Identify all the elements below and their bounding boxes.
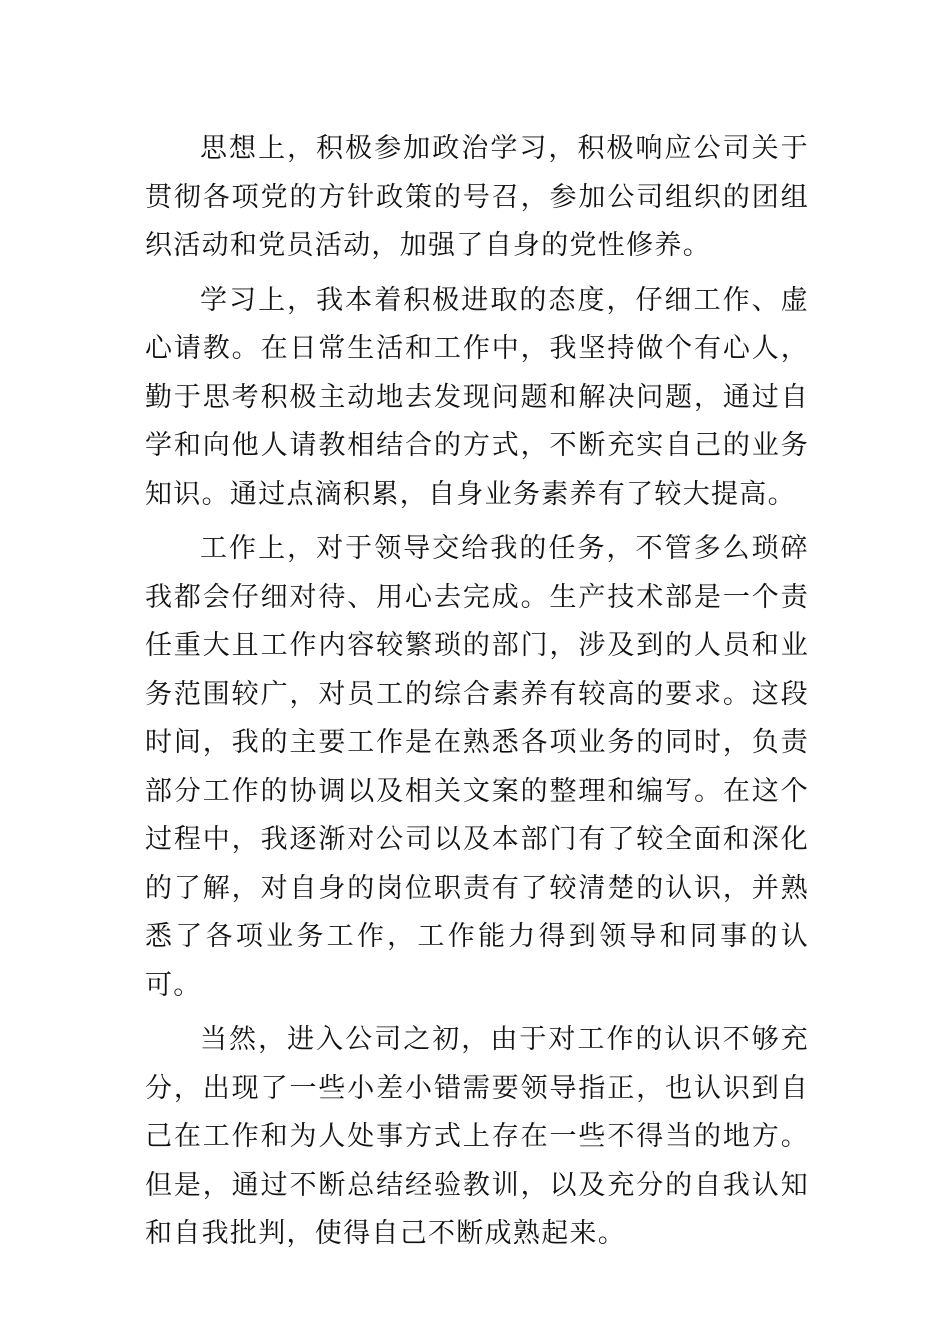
- document-body: [145, 125, 809, 1265]
- paragraph-study: 学习上，我本着积极进取的态度，仔细工作、虚心请教。在日常生活和工作中，我坚持做个有心人，勤于思考积极主动地去发现问题和解决问题，通过自学和向他人请教相结合的方式，不断充实自己的业务知识。通过点滴积累，自身业务素养有了较大提高。: [145, 284, 809, 510]
- paragraph-ideology: 思想上，积极参加政治学习，积极响应公司关于贯彻各项党的方针政策的号召，参加公司组织的团组织活动和党员活动，加强了自身的党性修养。: [145, 133, 809, 261]
- paragraph-reflection: 当然，进入公司之初，由于对工作的认识不够充分，出现了一些小差小错需要领导指正，也认识到自己在工作和为人处事方式上存在一些不得当的地方。但是，通过不断总结经验教训，以及充分的自我认知和自我批判，使得自己不断成熟起来。: [145, 1024, 809, 1249]
- paragraph-work: 工作上，对于领导交给我的任务，不管多么琐碎我都会仔细对待、用心去完成。生产技术部是一个责任重大且工作内容较繁琐的部门，涉及到的人员和业务范围较广，对员工的综合素养有较高的要求。这段时间，我的主要工作是在熟悉各项业务的同时，负责部分工作的协调以及相关文案的整理和编写。在这个过程中，我逐渐对公司以及本部门有了较全面和深化的了解，对自身的岗位职责有了较清楚的认识，并熟悉了各项业务工作，工作能力得到领导和同事的认可。: [145, 533, 809, 1001]
